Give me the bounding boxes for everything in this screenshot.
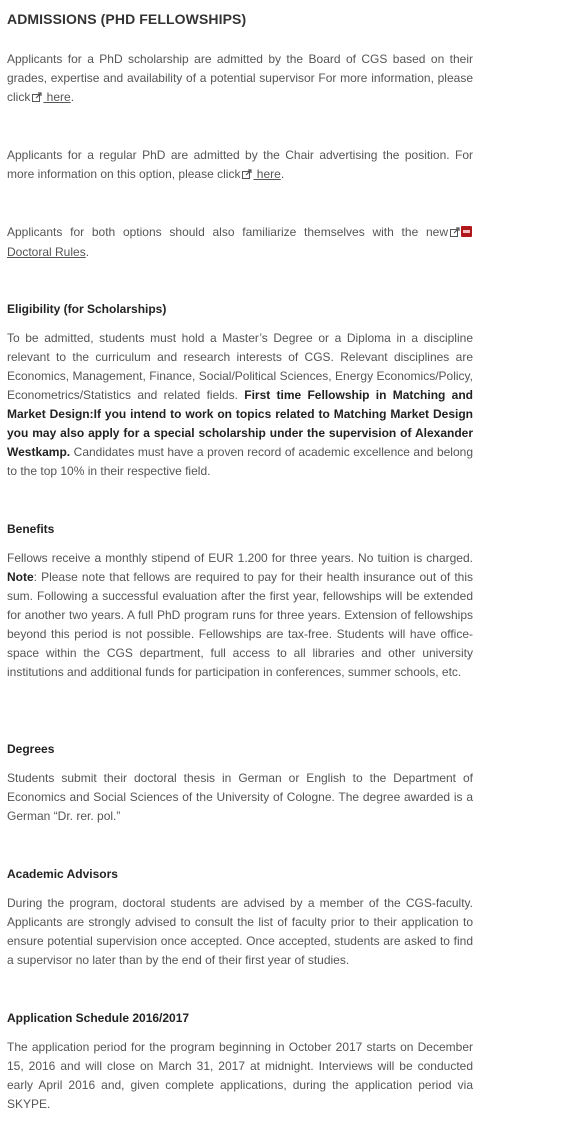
eligibility-text: To be admitted, students must hold a Master’s Degree or a Diploma in a discipline relevant to the curriculum and research interests of CGS. Relevant disciplines are Economics, Management, Finance, Social/Political Sciences, Energy Economics/Policy, Econometrics/Statistics and related fields. First time Fellowship in Matching and Market Design:If you intend to work on topics related to Matching Market Design you may also apply for a special scholarship under the supervision of Alexander Westkamp. Candidates must have a proven record of academic excellence and belong to the top 10% in their respective field. bbox=[7, 331, 473, 478]
page-title: ADMISSIONS (PHD FELLOWSHIPS) bbox=[7, 11, 247, 27]
application-schedule-heading: Application Schedule 2016/2017 bbox=[7, 1011, 190, 1025]
benefits-text: Fellows receive a monthly stipend of EUR 1.200 for three years. No tuition is charged. Note: Please note that fellows are required to pay for their health insurance out of this sum. Following a successful evaluation after the first year, fellowships will be extended for another two years. A full PhD program runs for three years. Extension of fellowships beyond this period is not possible. Fellowships are tax-free. Students will have office-space within the CGS department, full access to all libraries and other university institutions and additional funds for participation in conferences, summer schools, etc. bbox=[7, 551, 473, 679]
intro-paragraph-scholarship: Applicants for a PhD scholarship are admitted by the Board of CGS based on their grades, expertise and availability of a potential supervisor For more information, please click here. bbox=[7, 50, 473, 108]
external-link-icon bbox=[450, 224, 460, 243]
intro-paragraph-rules: Applicants for both options should also familiarize themselves with the new Doctoral Rules. bbox=[7, 223, 473, 262]
degrees-text: Students submit their doctoral thesis in German or English to the Department of Economics and Social Sciences of the University of Cologne. The degree awarded is a German “Dr. rer. pol.” bbox=[7, 771, 473, 823]
benefits-heading: Benefits bbox=[7, 522, 55, 536]
intro-paragraph-regular: Applicants for a regular PhD are admitted by the Chair advertising the position. For more information on this option, please click here. bbox=[7, 146, 473, 185]
external-link-icon bbox=[32, 89, 42, 108]
application-schedule-text: The application period for the program beginning in October 2017 starts on December 15, 2016 and will close on March 31, 2017 at midnight. Interviews will be conducted early April 2016 and, given complete applications, during the application period via SKYPE. bbox=[7, 1040, 473, 1111]
academic-advisors-text: During the program, doctoral students are advised by a member of the CGS-faculty. Applicants are strongly advised to consult the list of faculty prior to their application to ensure potential supervision once accepted. Once accepted, students are asked to find a supervisor no later than by the end of their first year of studies. bbox=[7, 896, 473, 967]
regular-phd-info-link[interactable]: here bbox=[253, 167, 281, 181]
eligibility-heading: Eligibility (for Scholarships) bbox=[7, 302, 167, 316]
doctoral-rules-link[interactable]: Doctoral Rules bbox=[7, 245, 86, 259]
degrees-heading: Degrees bbox=[7, 742, 55, 756]
external-link-icon bbox=[242, 166, 252, 185]
scholarship-info-link[interactable]: here bbox=[43, 90, 71, 104]
academic-advisors-heading: Academic Advisors bbox=[7, 867, 118, 881]
pdf-icon bbox=[461, 226, 472, 237]
